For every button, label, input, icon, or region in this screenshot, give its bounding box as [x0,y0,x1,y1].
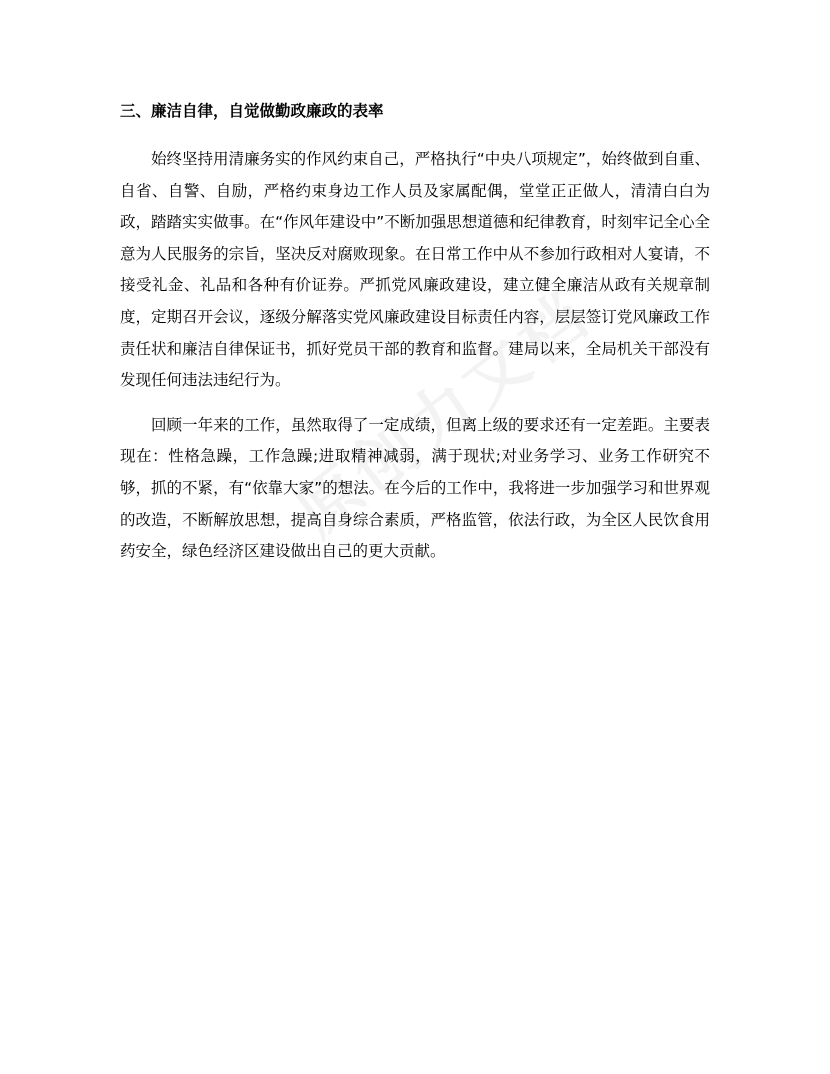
section-heading: 三、廉洁自律，自觉做勤政廉政的表率 [120,102,384,120]
document-body [120,100,710,581]
paragraph-review: 回顾一年来的工作，虽然取得了一定成绩，但离上级的要求还有一定差距。主要表现在：性格急躁，工作急躁;进取精神减弱，满于现状;对业务学习、业务工作研究不够，抓的不紧，有“依靠大家”的想法。在今后的工作中，我将进一步加强学习和世界观的改造，不断解放思想，提高自身综合素质，严格监管，依法行政，为全区人民饮食用药安全，绿色经济区建设做出自己的更大贡献。 [120,415,710,561]
paragraph-integrity: 始终坚持用清廉务实的作风约束自己，严格执行“中央八项规定”，始终做到自重、自省、自警、自励，严格约束身边工作人员及家属配偶，堂堂正正做人，清清白白为政，踏踏实实做事。在“作风年建设中”不断加强思想道德和纪律教育，时刻牢记全心全意为人民服务的宗旨，坚决反对腐败现象。在日常工作中从不参加行政相对人宴请，不接受礼金、礼品和各种有价证券。严抓党风廉政建设，建立健全廉洁从政有关规章制度，定期召开会议，逐级分解落实党风廉政建设目标责任内容，层层签订党风廉政工作责任状和廉洁自律保证书，抓好党员干部的教育和监督。建局以来，全局机关干部没有发现任何违法违纪行为。 [120,150,710,390]
